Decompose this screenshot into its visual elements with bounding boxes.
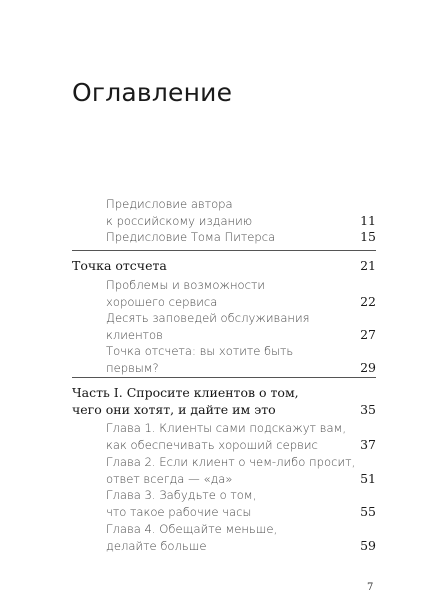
page-folio: 7 — [367, 582, 374, 593]
toc-entry-be-first[interactable] — [72, 343, 376, 376]
toc-entry-author-preface[interactable] — [72, 196, 376, 229]
toc-entry-title-line: Предисловие автора — [106, 197, 233, 211]
toc-section-title-line: чего они хотят, и дайте им это — [72, 402, 276, 417]
toc-entry-title-line: как обеспечивать хороший сервис — [106, 437, 318, 452]
toc-page-number: 21 — [360, 258, 376, 273]
toc-entry-chapter-1[interactable] — [72, 420, 376, 453]
toc-entry-title-line: хорошего сервиса — [106, 294, 218, 309]
toc-entry-title-line: Глава 4. Обещайте меньше, — [106, 522, 278, 536]
toc-entry-title-line: клиентов — [106, 327, 163, 342]
toc-page-number: 35 — [360, 402, 376, 417]
toc-entry-title-line: Десять заповедей обслуживания — [106, 311, 310, 325]
toc-page-number: 59 — [360, 537, 376, 553]
toc-entry-peters-preface[interactable] — [72, 229, 376, 246]
toc-page-number: 51 — [360, 470, 376, 486]
toc-page-number: 29 — [360, 359, 376, 375]
toc-entry-problems[interactable] — [72, 277, 376, 310]
toc-page-number: 27 — [360, 326, 376, 342]
toc-page-number: 55 — [360, 503, 376, 519]
toc-entry-chapter-4[interactable] — [72, 521, 376, 554]
toc-entry-title-line: делайте больше — [106, 538, 207, 553]
toc-page-number: 22 — [360, 293, 376, 309]
toc-section-title-line: Часть I. Спросите клиентов о том, — [72, 385, 299, 400]
toc-entry-title-line: Предисловие Тома Питерса — [106, 230, 276, 244]
toc-entry-title-line: первым? — [106, 360, 159, 375]
toc-entry-title-line: что такое рабочие часы — [106, 504, 252, 519]
toc-entry-ten-commandments[interactable] — [72, 310, 376, 343]
toc-page-number: 37 — [360, 436, 376, 452]
toc-section-starting-point[interactable] — [72, 257, 376, 274]
page-title: Оглавление — [72, 78, 233, 107]
section-divider — [72, 377, 376, 378]
toc-section-title-line: Точка отсчета — [72, 258, 167, 273]
toc-entry-title-line: Точка отсчета: вы хотите быть — [106, 344, 294, 358]
toc-page-number: 11 — [360, 212, 376, 228]
toc-entry-title-line: Глава 2. Если клиент о чем-либо просит, — [106, 455, 356, 469]
toc-entry-chapter-2[interactable] — [72, 454, 376, 487]
toc-entry-title-line: Глава 1. Клиенты сами подскажут вам, — [106, 421, 346, 435]
toc-entry-chapter-3[interactable] — [72, 487, 376, 520]
toc-entry-title-line: Проблемы и возможности — [106, 278, 266, 292]
toc-page-number: 15 — [360, 229, 376, 244]
section-divider — [72, 250, 376, 251]
toc-entry-title-line: к российскому изданию — [106, 213, 253, 228]
toc-entry-title-line: Глава 3. Забудьте о том, — [106, 488, 257, 502]
toc-entry-title-line: ответ всегда — «да» — [106, 471, 233, 486]
toc-part-one[interactable] — [72, 384, 376, 418]
